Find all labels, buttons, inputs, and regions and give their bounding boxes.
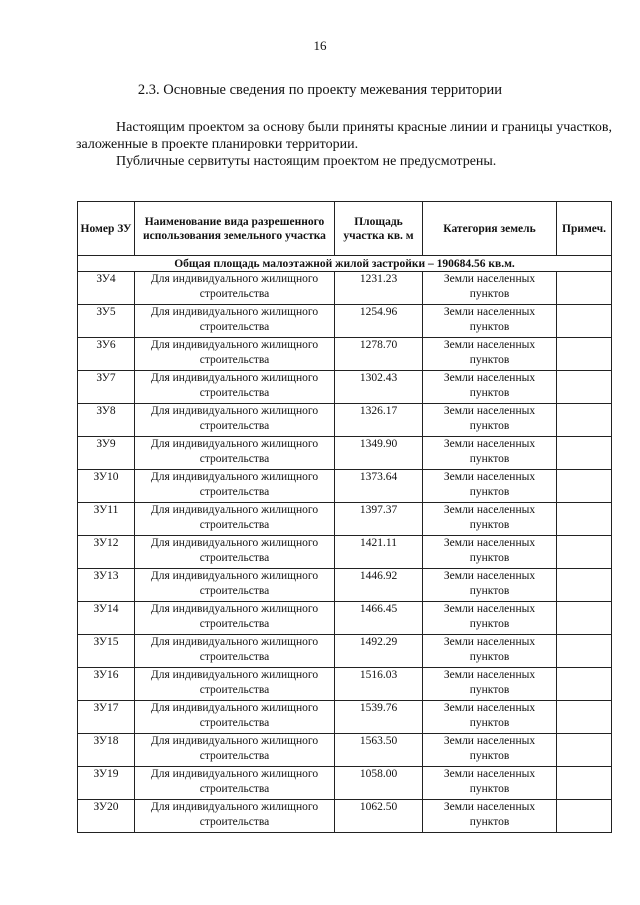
note-cell xyxy=(557,635,612,668)
plot-number-cell: ЗУ17 xyxy=(78,701,135,734)
permitted-use-cell: Для индивидуального жилищного строительства xyxy=(135,404,335,437)
permitted-use-cell: Для индивидуального жилищного строительства xyxy=(135,569,335,602)
land-category-cell: Земли населенных пунктов xyxy=(423,701,557,734)
permitted-use-cell: Для индивидуального жилищного строительства xyxy=(135,305,335,338)
permitted-use-cell: Для индивидуального жилищного строительства xyxy=(135,437,335,470)
plot-number-cell: ЗУ7 xyxy=(78,371,135,404)
note-cell xyxy=(557,437,612,470)
table-row xyxy=(78,800,612,833)
land-category-cell: Земли населенных пунктов xyxy=(423,602,557,635)
permitted-use-cell: Для индивидуального жилищного строительства xyxy=(135,602,335,635)
permitted-use-cell: Для индивидуального жилищного строительства xyxy=(135,734,335,767)
land-category-cell: Земли населенных пунктов xyxy=(423,371,557,404)
note-cell xyxy=(557,602,612,635)
note-cell xyxy=(557,272,612,305)
note-cell xyxy=(557,503,612,536)
area-cell: 1254.96 xyxy=(335,305,423,338)
header-plot-number: Номер ЗУ xyxy=(78,202,135,256)
note-cell xyxy=(557,338,612,371)
table-row xyxy=(78,305,612,338)
area-cell: 1058.00 xyxy=(335,767,423,800)
header-land-category: Категория земель xyxy=(423,202,557,256)
permitted-use-cell: Для индивидуального жилищного строительства xyxy=(135,701,335,734)
permitted-use-cell: Для индивидуального жилищного строительства xyxy=(135,371,335,404)
area-cell: 1397.37 xyxy=(335,503,423,536)
area-cell: 1231.23 xyxy=(335,272,423,305)
land-category-cell: Земли населенных пунктов xyxy=(423,635,557,668)
area-cell: 1516.03 xyxy=(335,668,423,701)
permitted-use-cell: Для индивидуального жилищного строительства xyxy=(135,503,335,536)
area-cell: 1302.43 xyxy=(335,371,423,404)
table-row xyxy=(78,371,612,404)
note-cell xyxy=(557,767,612,800)
note-cell xyxy=(557,668,612,701)
table-row xyxy=(78,470,612,503)
land-category-cell: Земли населенных пунктов xyxy=(423,437,557,470)
land-category-cell: Земли населенных пунктов xyxy=(423,569,557,602)
paragraph-red-lines: Настоящим проектом за основу были приняты красные линии и границы участков, заложенные в проекте планировки территории. xyxy=(76,120,612,152)
land-category-cell: Земли населенных пунктов xyxy=(423,305,557,338)
plot-number-cell: ЗУ10 xyxy=(78,470,135,503)
header-area: Площадь участка кв. м xyxy=(335,202,423,256)
area-cell: 1373.64 xyxy=(335,470,423,503)
land-category-cell: Земли населенных пунктов xyxy=(423,668,557,701)
table-row xyxy=(78,437,612,470)
area-cell: 1446.92 xyxy=(335,569,423,602)
land-category-cell: Земли населенных пунктов xyxy=(423,470,557,503)
table-row xyxy=(78,734,612,767)
plot-number-cell: ЗУ8 xyxy=(78,404,135,437)
total-area-row xyxy=(78,256,612,272)
area-cell: 1349.90 xyxy=(335,437,423,470)
permitted-use-cell: Для индивидуального жилищного строительства xyxy=(135,635,335,668)
table-row xyxy=(78,602,612,635)
permitted-use-cell: Для индивидуального жилищного строительства xyxy=(135,338,335,371)
plot-number-cell: ЗУ18 xyxy=(78,734,135,767)
plot-number-cell: ЗУ15 xyxy=(78,635,135,668)
land-category-cell: Земли населенных пунктов xyxy=(423,503,557,536)
area-cell: 1062.50 xyxy=(335,800,423,833)
plot-number-cell: ЗУ20 xyxy=(78,800,135,833)
plot-number-cell: ЗУ4 xyxy=(78,272,135,305)
permitted-use-cell: Для индивидуального жилищного строительства xyxy=(135,767,335,800)
table-row xyxy=(78,569,612,602)
note-cell xyxy=(557,569,612,602)
plot-number-cell: ЗУ12 xyxy=(78,536,135,569)
page-number: 16 xyxy=(313,38,327,53)
land-category-cell: Земли населенных пунктов xyxy=(423,536,557,569)
table-row xyxy=(78,404,612,437)
plot-number-cell: ЗУ9 xyxy=(78,437,135,470)
area-cell: 1278.70 xyxy=(335,338,423,371)
area-cell: 1539.76 xyxy=(335,701,423,734)
note-cell xyxy=(557,371,612,404)
area-cell: 1421.11 xyxy=(335,536,423,569)
table-row xyxy=(78,536,612,569)
area-cell: 1492.29 xyxy=(335,635,423,668)
permitted-use-cell: Для индивидуального жилищного строительства xyxy=(135,800,335,833)
total-area-cell: Общая площадь малоэтажной жилой застройки – 190684.56 кв.м. xyxy=(78,256,612,272)
table-row xyxy=(78,272,612,305)
plot-number-cell: ЗУ14 xyxy=(78,602,135,635)
header-note: Примеч. xyxy=(557,202,612,256)
table-row xyxy=(78,635,612,668)
land-plots-table xyxy=(77,201,612,833)
table-row xyxy=(78,701,612,734)
note-cell xyxy=(557,305,612,338)
permitted-use-cell: Для индивидуального жилищного строительства xyxy=(135,536,335,569)
plot-number-cell: ЗУ16 xyxy=(78,668,135,701)
note-cell xyxy=(557,470,612,503)
plot-number-cell: ЗУ19 xyxy=(78,767,135,800)
permitted-use-cell: Для индивидуального жилищного строительства xyxy=(135,272,335,305)
plot-number-cell: ЗУ6 xyxy=(78,338,135,371)
table-row xyxy=(78,503,612,536)
permitted-use-cell: Для индивидуального жилищного строительства xyxy=(135,668,335,701)
land-category-cell: Земли населенных пунктов xyxy=(423,800,557,833)
plot-number-cell: ЗУ5 xyxy=(78,305,135,338)
land-category-cell: Земли населенных пунктов xyxy=(423,767,557,800)
area-cell: 1466.45 xyxy=(335,602,423,635)
note-cell xyxy=(557,404,612,437)
note-cell xyxy=(557,536,612,569)
area-cell: 1326.17 xyxy=(335,404,423,437)
table-row xyxy=(78,668,612,701)
section-title: 2.3. Основные сведения по проекту межевания территории xyxy=(137,82,503,98)
table-row xyxy=(78,338,612,371)
land-category-cell: Земли населенных пунктов xyxy=(423,272,557,305)
land-category-cell: Земли населенных пунктов xyxy=(423,404,557,437)
plot-number-cell: ЗУ11 xyxy=(78,503,135,536)
paragraph-servitudes: Публичные сервитуты настоящим проектом не предусмотрены. xyxy=(116,154,497,169)
note-cell xyxy=(557,701,612,734)
plot-number-cell: ЗУ13 xyxy=(78,569,135,602)
note-cell xyxy=(557,800,612,833)
note-cell xyxy=(557,734,612,767)
area-cell: 1563.50 xyxy=(335,734,423,767)
header-permitted-use: Наименование вида разрешенного использования земельного участка xyxy=(135,202,335,256)
table-row xyxy=(78,767,612,800)
land-category-cell: Земли населенных пунктов xyxy=(423,338,557,371)
table-header-row xyxy=(78,202,612,256)
land-category-cell: Земли населенных пунктов xyxy=(423,734,557,767)
permitted-use-cell: Для индивидуального жилищного строительства xyxy=(135,470,335,503)
